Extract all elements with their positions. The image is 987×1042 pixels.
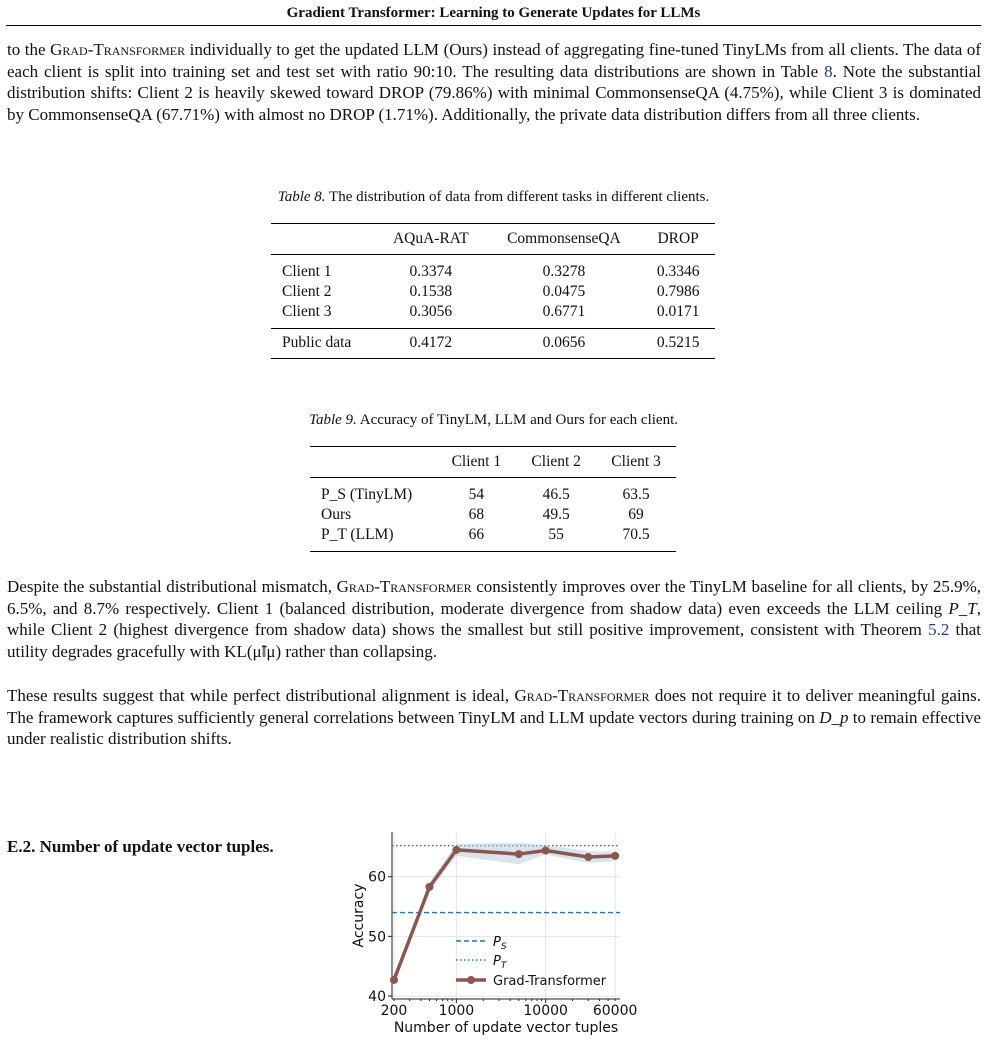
series-line — [394, 850, 615, 980]
data-point — [452, 846, 460, 854]
row-label: Public data — [282, 334, 352, 351]
table-cell: 0.5215 — [656, 334, 700, 351]
paragraph-2: Despite the substantial distributional mismatch, Grad-Transformer consistently improves over the TinyLM baseline for all clients, by 25.9%, 6.5%, and 8.7% respectively. Client 1 (balanced distribution, moderate divergence from shadow data) even exceeds the LLM ceiling P_T, while Client 2 (highest divergence from shadow data) shows the smallest but still positive improvement, consistent with Theorem 5.2 that utility degrades gracefully with KL(μ̃‖μ) rather than collapsing. — [7, 577, 981, 661]
table-row — [271, 302, 715, 329]
table-9-caption: Table 9. Accuracy of TinyLM, LLM and Ours for each client. — [309, 412, 678, 428]
data-point — [390, 976, 398, 984]
data-point — [515, 850, 523, 858]
y-axis-label: Accuracy — [351, 883, 367, 948]
legend-pt-label: $P_T$ — [493, 954, 507, 971]
table-cell: 0.0171 — [656, 303, 700, 320]
table-cell: 0.4172 — [409, 334, 453, 351]
row-label: P_S (TinyLM) — [321, 486, 413, 503]
table-row-public-data — [271, 329, 715, 359]
table-cell: 49.5 — [542, 506, 570, 523]
table-8-header-row — [271, 224, 715, 255]
theorem-link[interactable]: 5.2 — [928, 620, 950, 640]
x-tick-label: 10000 — [523, 1003, 568, 1019]
table-cell: 0.3346 — [656, 263, 700, 280]
table-cell: 0.3374 — [409, 263, 453, 280]
confidence-band — [394, 843, 615, 983]
table-9-header-cell: Client 2 — [531, 453, 581, 470]
table-row — [310, 525, 676, 552]
legend-series-label: Grad-Transformer — [493, 974, 607, 989]
table-9-header-cell — [310, 447, 436, 478]
paragraph-3: These results suggest that while perfect distributional alignment is ideal, Grad-Transformer does not require it to deliver meaningful gains. The framework captures sufficiently general correlations between TinyLM and LLM update vectors during training on D_p to remain effective under realistic distribution shifts. — [7, 686, 982, 749]
table-9 — [310, 446, 676, 552]
legend-series-marker — [467, 976, 475, 984]
y-tick-label: 60 — [368, 869, 386, 886]
table-cell: 70.5 — [622, 526, 650, 543]
table-cell: 0.0656 — [542, 334, 586, 351]
x-tick-label: 1000 — [438, 1003, 475, 1019]
table-cell: 0.3056 — [409, 303, 453, 320]
table-cell: 0.3278 — [542, 263, 586, 280]
section-heading: E.2. Number of update vector tuples. — [7, 837, 274, 856]
legend-ps-label: $P_S$ — [493, 935, 507, 952]
table-row — [271, 282, 715, 302]
x-tick-label: 60000 — [592, 1003, 638, 1019]
running-title: Gradient Transformer: Learning to Generate Updates for LLMs — [286, 5, 701, 21]
table-8 — [271, 223, 715, 359]
table-cell: 0.0475 — [542, 283, 586, 300]
data-point — [542, 846, 550, 854]
y-tick-label: 50 — [368, 929, 386, 946]
row-label: P_T (LLM) — [321, 526, 394, 543]
data-point — [426, 883, 434, 891]
table-row — [310, 505, 676, 525]
x-axis-label: Number of update vector tuples — [393, 1020, 619, 1036]
row-label: Client 3 — [282, 303, 332, 320]
row-label: Client 1 — [282, 263, 332, 280]
row-label: Client 2 — [282, 283, 332, 300]
table-cell: 46.5 — [542, 486, 570, 503]
table-cell: 55 — [548, 526, 564, 543]
row-label: Ours — [321, 506, 352, 523]
data-point — [584, 853, 592, 861]
table-8-header-cell: DROP — [657, 230, 699, 247]
table-cell: 54 — [468, 486, 485, 503]
header-rule — [6, 25, 981, 26]
x-tick-label: 200 — [380, 1003, 408, 1019]
table-row — [271, 255, 715, 283]
table-8-header-cell: AQuA-RAT — [392, 230, 469, 247]
table-8-link[interactable]: 8 — [824, 61, 833, 81]
table-cell: 0.7986 — [656, 283, 700, 300]
table-cell: 63.5 — [622, 486, 650, 503]
data-point — [611, 852, 619, 860]
table-cell: 0.1538 — [409, 283, 453, 300]
table-9-header-cell: Client 1 — [451, 453, 502, 470]
table-8-caption: Table 8. The distribution of data from different tasks in different clients. — [277, 189, 710, 205]
table-cell: 66 — [468, 526, 485, 543]
table-cell: 69 — [628, 506, 644, 523]
table-9-header-row — [310, 447, 676, 478]
table-8-header-cell — [271, 224, 375, 255]
paragraph-1: to the Grad-Transformer individually to get the updated LLM (Ours) instead of aggregating fine-tuned TinyLMs from all clients. The data of each client is split into training set and test set with ratio 90:10. The resulting data distributions are shown in Table 8. Note the substantial distribution shifts: Client 2 is heavily skewed toward DROP (79.86%) with minimal CommonsenseQA (4.75%), while Client 3 is dominated by CommonsenseQA (67.71%) with almost no DROP (1.71%). Additionally, the private data distribution differs from all three clients. — [7, 40, 982, 124]
table-cell: 68 — [468, 506, 485, 523]
y-tick-label: 40 — [368, 989, 386, 1006]
table-8-header-cell: CommonsenseQA — [507, 230, 621, 247]
table-9-header-cell: Client 3 — [611, 453, 661, 470]
table-cell: 0.6771 — [542, 303, 586, 320]
table-row — [310, 478, 676, 506]
